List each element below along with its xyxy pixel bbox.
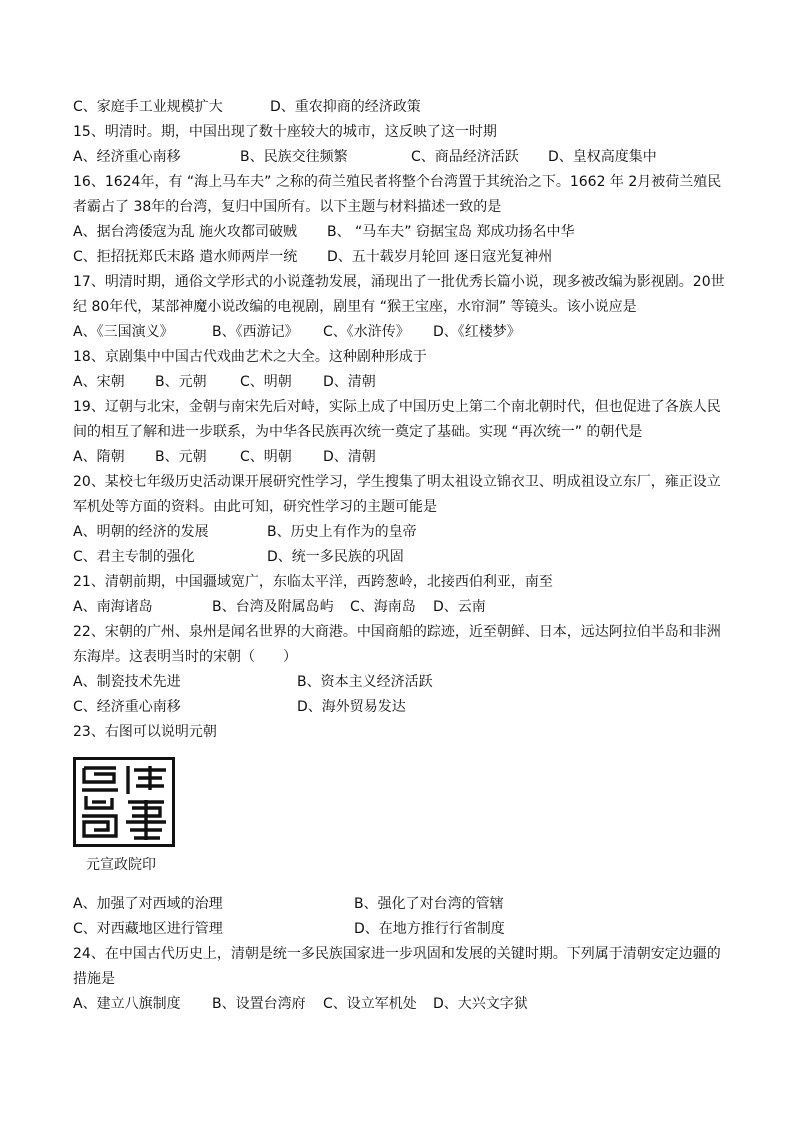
q22-option-c: C、经济重心南移	[73, 699, 181, 715]
q21-option-b: B、台湾及附属岛屿	[212, 599, 334, 615]
q19-stem-line1: 19、辽朝与北宋，金朝与南宋先后对峙，实际上成了中国历史上第二个南北朝时代，但也促进了各族人民	[73, 399, 721, 415]
q20-stem-line2: 军机处等方面的资料。由此可知，研究性学习的主题可能是	[73, 499, 437, 515]
q23-stem: 23、右图可以说明元朝	[73, 724, 217, 740]
q23-option-d: D、在地方推行行省制度	[354, 921, 505, 937]
q19-option-c: C、明朝	[240, 449, 292, 465]
q16-stem-line2: 者霸占了 38年的台湾，复归中国所有。以下主题与材料描述一致的是	[73, 199, 502, 215]
q20-option-d: D、统一多民族的巩固	[267, 549, 404, 565]
q16-option-a: A、据台湾倭寇为乱 施火攻都司破贼	[73, 224, 298, 240]
q22-option-b: B、资本主义经济活跃	[297, 674, 433, 690]
q24-option-b: B、设置台湾府	[212, 996, 306, 1012]
q21-option-d: D、云南	[433, 599, 486, 615]
q22-stem-line2: 东海岸。这表明当时的宋朝（ ）	[73, 649, 297, 665]
q20-option-c: C、君主专制的强化	[73, 549, 195, 565]
q21-option-a: A、南海诸岛	[73, 599, 153, 615]
q18-option-b: B、元朝	[155, 374, 207, 390]
q18-option-c: C、明朝	[240, 374, 292, 390]
q15-option-b: B、民族交往频繁	[240, 149, 348, 165]
q23-option-a: A、加强了对西域的治理	[73, 896, 223, 912]
q21-stem: 21、清朝前期，中国疆域宽广，东临太平洋，西跨葱岭，北接西伯利亚，南至	[73, 574, 553, 590]
q16-option-d: D、五十载岁月轮回 逐日寇光复神州	[327, 249, 553, 265]
q24-option-c: C、设立军机处	[323, 996, 417, 1012]
q15-option-d: D、皇权高度集中	[548, 149, 657, 165]
q18-option-d: D、清朝	[323, 374, 376, 390]
q24-option-a: A、建立八旗制度	[73, 996, 181, 1012]
q19-option-d: D、清朝	[323, 449, 376, 465]
q23-option-c: C、对西藏地区进行管理	[73, 921, 223, 937]
q22-option-a: A、制瓷技术先进	[73, 674, 181, 690]
q24-option-d: D、大兴文字狱	[433, 996, 528, 1012]
q14-option-d: D、重农抑商的经济政策	[270, 99, 421, 115]
q20-option-b: B、历史上有作为的皇帝	[267, 524, 417, 540]
q18-option-a: A、宋朝	[73, 374, 125, 390]
q19-option-a: A、隋朝	[73, 449, 125, 465]
q24-stem-line2: 措施是	[73, 971, 115, 987]
q24-stem-line1: 24、在中国古代历史上，清朝是统一多民族国家进一步巩固和发展的关键时期。下列属于清朝安定边疆的	[73, 946, 721, 962]
yuan-xuanzheng-seal-image	[73, 757, 175, 847]
q22-option-d: D、海外贸易发达	[297, 699, 406, 715]
q19-stem-line2: 间的相互了解和进一步联系，为中华各民族再次统一奠定了基础。实现 “再次统一” 的朝代是	[73, 424, 643, 440]
q17-option-d: D、《红楼梦》	[433, 324, 521, 340]
q15-option-c: C、商品经济活跃	[411, 149, 519, 165]
q17-option-a: A、《三国演义》	[73, 324, 174, 340]
q17-stem-line2: 纪 80年代，某部神魔小说改编的电视剧，剧里有 “猴王宝座，水帘洞” 等镜头。该小说应是	[73, 299, 637, 315]
q23-option-b: B、强化了对台湾的管辖	[354, 896, 504, 912]
q17-option-c: C、《水浒传》	[323, 324, 410, 340]
seal-caption: 元宣政院印	[86, 857, 156, 873]
q21-option-c: C、海南岛	[350, 599, 416, 615]
q16-stem-line1: 16、1624年，有 “海上马车夫” 之称的荷兰殖民者将整个台湾置于其统治之下。1662 年 2月被荷兰殖民	[73, 174, 722, 190]
q22-stem-line1: 22、宋朝的广州、泉州是闻名世界的大商港。中国商船的踪迹，近至朝鲜、日本，远达阿拉伯半岛和非洲	[73, 624, 721, 640]
q20-stem-line1: 20、某校七年级历史活动课开展研究性学习，学生搜集了明太祖设立锦衣卫、明成祖设立东厂，雍正设立	[73, 474, 721, 490]
q17-option-b: B、《西游记》	[212, 324, 299, 340]
q20-option-a: A、明朝的经济的发展	[73, 524, 209, 540]
q15-option-a: A、经济重心南移	[73, 149, 181, 165]
q17-stem-line1: 17、明清时期，通俗文学形式的小说蓬勃发展，涌现出了一批优秀长篇小说，现多被改编为影视剧。20世	[73, 274, 725, 290]
q19-option-b: B、元朝	[155, 449, 207, 465]
q18-stem: 18、京剧集中中国古代戏曲艺术之大全。这种剧种形成于	[73, 349, 427, 365]
q16-option-c: C、拒招抚郑氏末路 遣水师两岸一统	[73, 249, 298, 265]
q15-stem: 15、明清时。期，中国出现了数十座较大的城市，这反映了这一时期	[73, 124, 497, 140]
q14-option-c: C、家庭手工业规模扩大	[73, 99, 223, 115]
q16-option-b: B、 “马车夫” 窃据宝岛 郑成功扬名中华	[327, 224, 575, 240]
